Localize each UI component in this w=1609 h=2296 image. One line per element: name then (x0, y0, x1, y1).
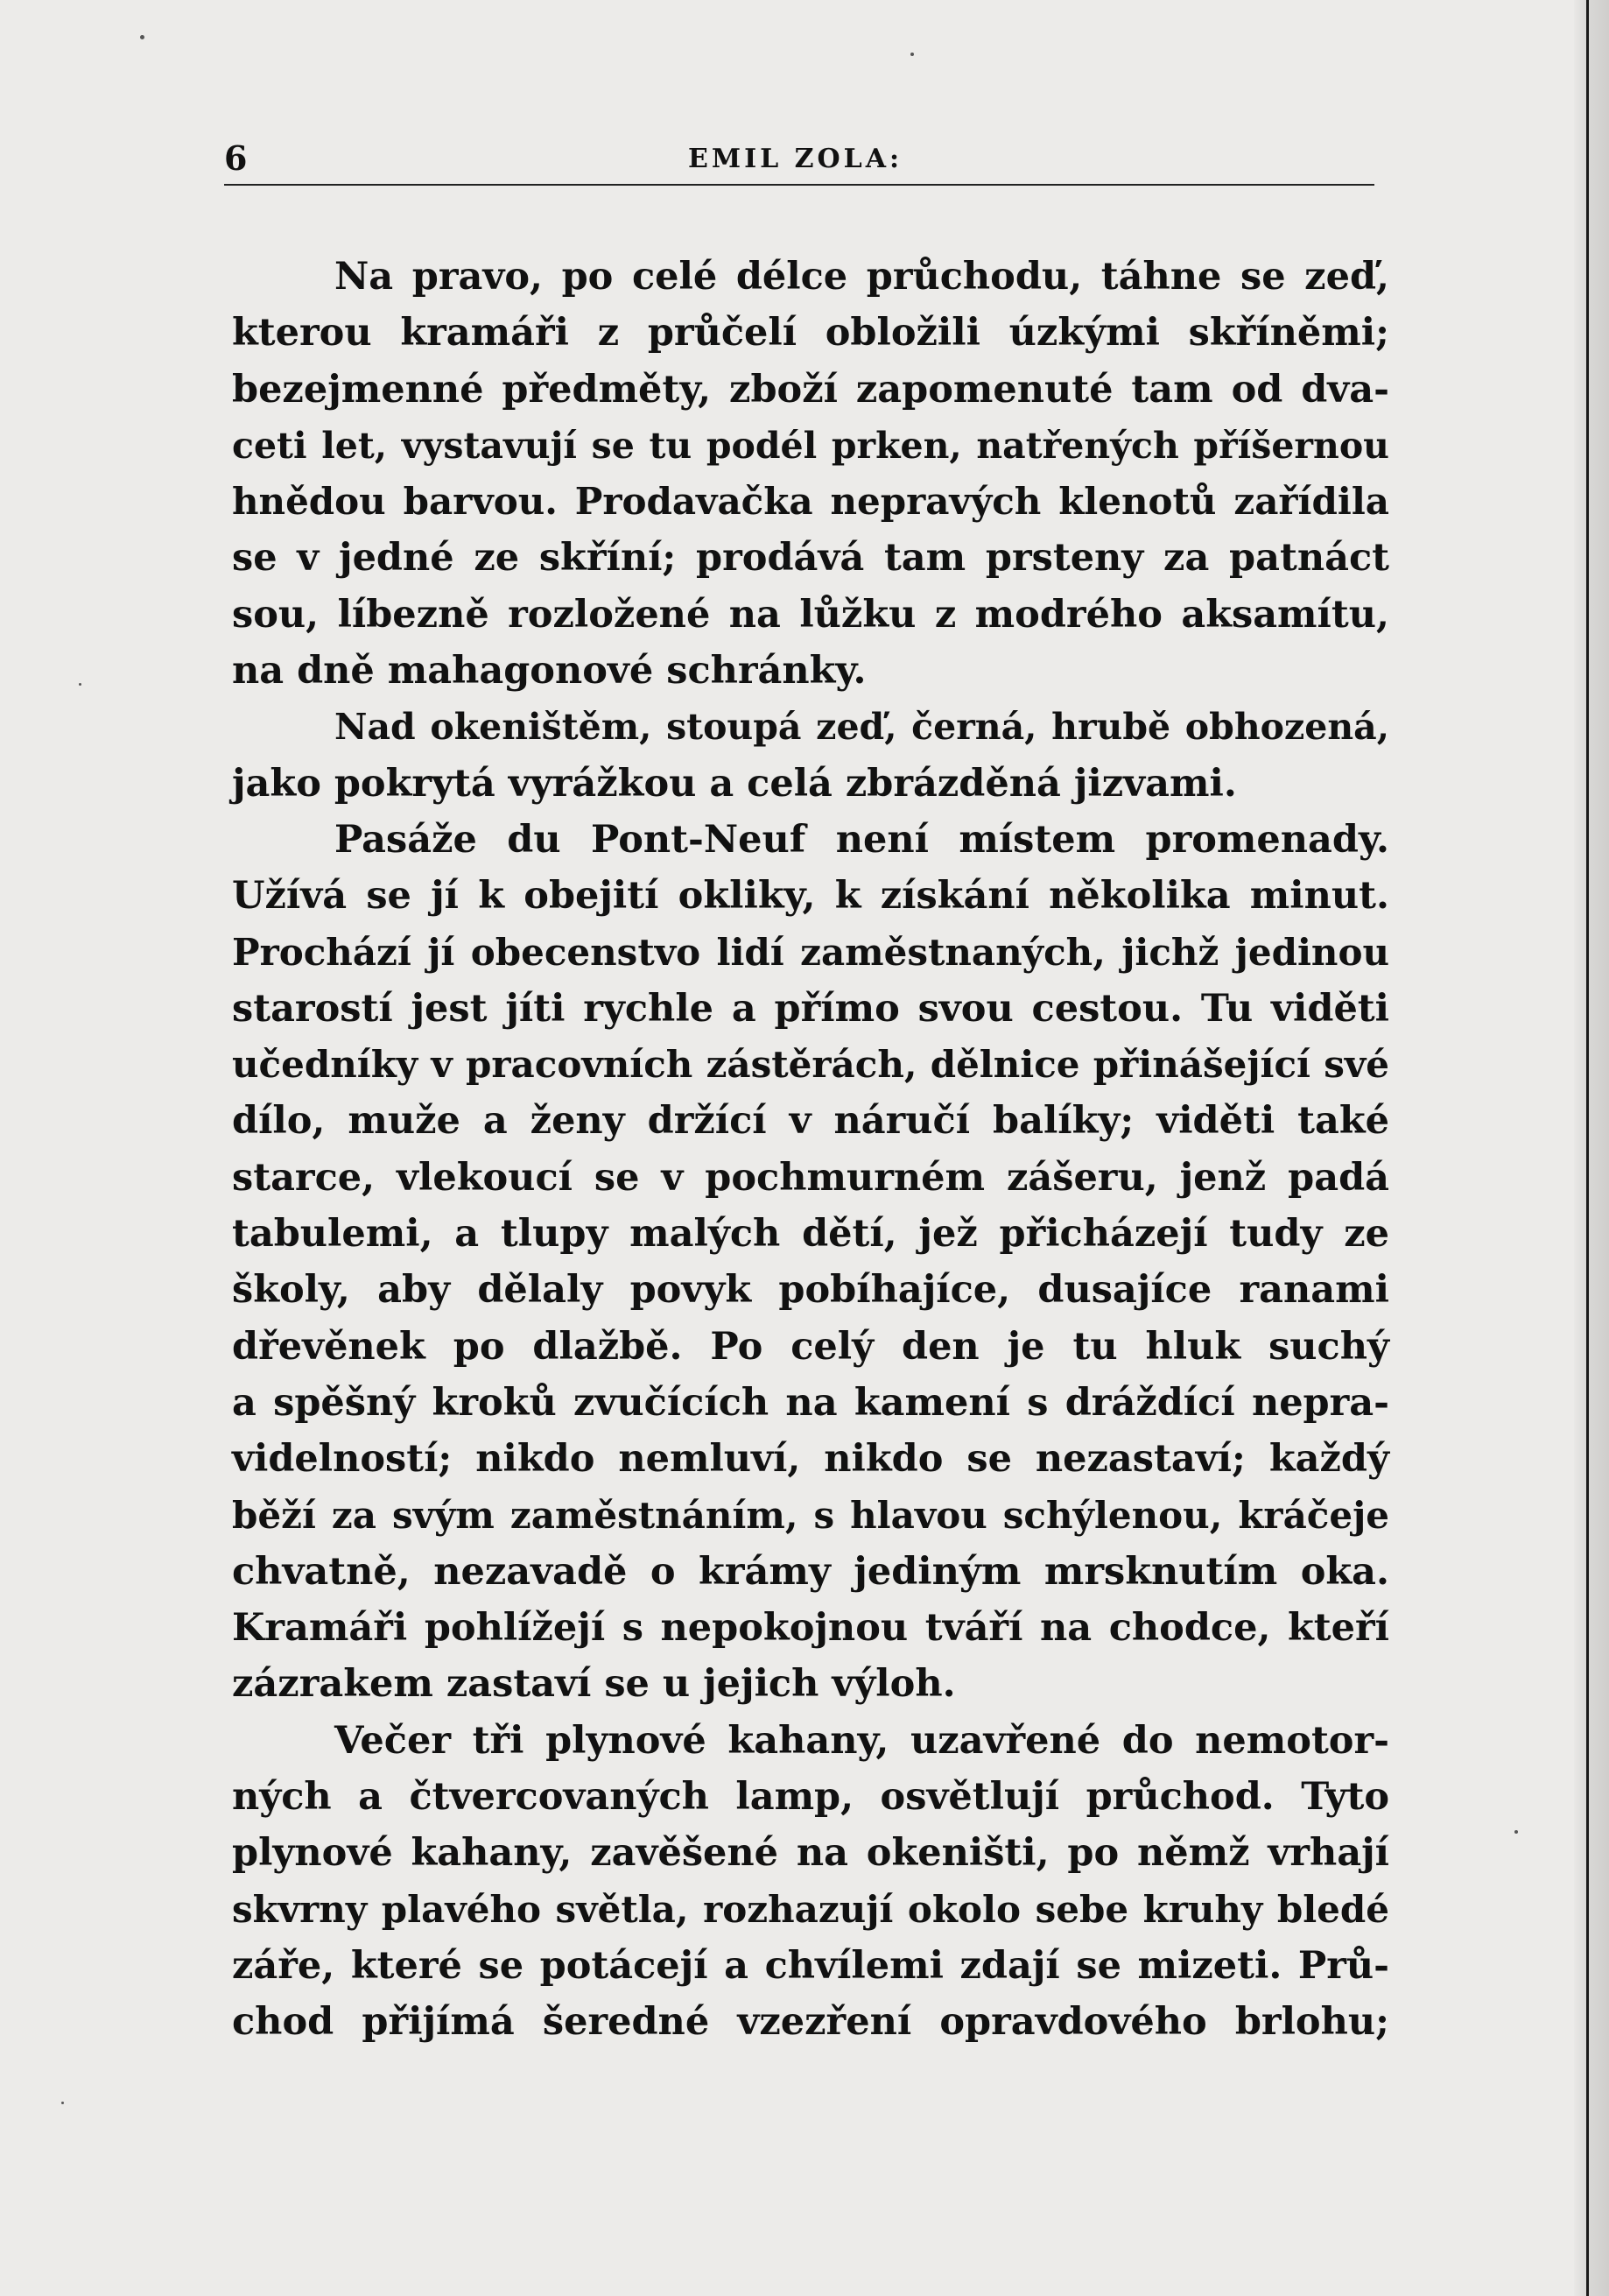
text-line: hnědou barvou. Prodavačka nepravých klenotů zařídila (232, 480, 1389, 524)
text-line: na dně mahagonové schránky. (232, 649, 867, 694)
text-line: jako pokrytá vyrážkou a celá zbrázděná jizvami. (232, 761, 1237, 806)
text-line: sou, líbezně rozložené na lůžku z modrého aksamítu, (232, 592, 1389, 637)
text-line: dílo, muže a ženy držící v náručí balíky; viděti také (232, 1099, 1389, 1144)
text-line: tabulemi, a tlupy malých dětí, jež přicházejí tudy ze (232, 1212, 1389, 1257)
text-line: Prochází jí obecenstvo lidí zaměstnaných, jichž jedinou (232, 930, 1389, 974)
text-line: zázrakem zastaví se u jejich výloh. (232, 1662, 956, 1707)
text-line: ných a čtvercovaných lamp, osvětlují průchod. Tyto (232, 1775, 1389, 1820)
page-edge-line (1586, 0, 1589, 2296)
page-edge-shadow (1574, 0, 1609, 2296)
text-line: školy, aby dělaly povyk pobíhajíce, dusajíce ranami (232, 1268, 1389, 1313)
text-line: Nad okeništěm, stoupá zeď, černá, hrubě obhozená, (334, 706, 1389, 749)
header-rule (224, 184, 1374, 186)
text-line: starostí jest jíti rychle a přímo svou cestou. Tu viděti (232, 986, 1389, 1031)
running-head: EMIL ZOLA: (688, 144, 903, 174)
text-line: Kramáři pohlížejí s nepokojnou tváří na chodce, kteří (232, 1606, 1389, 1651)
print-speck (61, 2102, 64, 2104)
text-line: kterou kramáři z průčelí obložili úzkými skříněmi; (232, 311, 1389, 356)
text-line: chod přijímá šeredné vzezření opravdového brlohu; (232, 2000, 1389, 2045)
text-line: bezejmenné předměty, zboží zapomenuté tam od dva- (232, 367, 1389, 412)
text-line: videlností; nikdo nemluví, nikdo se nezastaví; každý (232, 1437, 1389, 1482)
text-line: Pasáže du Pont-Neuf není místem promenady. (334, 817, 1389, 862)
text-line: chvatně, nezavadě o krámy jediným mrsknutím oka. (232, 1549, 1389, 1594)
text-line: se v jedné ze skříní; prodává tam prsteny za patnáct (232, 536, 1389, 581)
text-line: a spěšný kroků zvučících na kamení s dráždící nepra- (232, 1380, 1389, 1425)
print-speck (910, 53, 914, 56)
text-line: skvrny plavého světla, rozhazují okolo sebe kruhy bledé (232, 1887, 1389, 1931)
print-speck (79, 683, 81, 686)
page-header (224, 138, 1374, 182)
text-line: ceti let, vystavují se tu podél prken, natřených příšernou (232, 424, 1389, 467)
page-number: 6 (224, 138, 248, 178)
text-line: Na pravo, po celé délce průchodu, táhne se zeď, (334, 255, 1389, 299)
text-line: starce, vlekoucí se v pochmurném zášeru, jenž padá (232, 1155, 1389, 1200)
body-text (232, 249, 1389, 2051)
text-line: běží za svým zaměstnáním, s hlavou schýlenou, kráčeje (232, 1493, 1389, 1537)
text-line: plynové kahany, zavěšené na okeništi, po němž vrhají (232, 1831, 1389, 1876)
text-line: záře, které se potácejí a chvílemi zdají se mizeti. Prů- (232, 1943, 1389, 1988)
text-line: Užívá se jí k obejití okliky, k získání několika minut. (232, 874, 1389, 919)
text-line: učedníky v pracovních zástěrách, dělnice přinášející své (232, 1043, 1389, 1087)
text-line: dřevěnek po dlažbě. Po celý den je tu hluk suchý (232, 1324, 1389, 1369)
text-line: Večer tři plynové kahany, uzavřené do nemotor- (334, 1718, 1389, 1763)
print-speck (140, 35, 144, 39)
print-speck (1514, 1830, 1518, 1834)
